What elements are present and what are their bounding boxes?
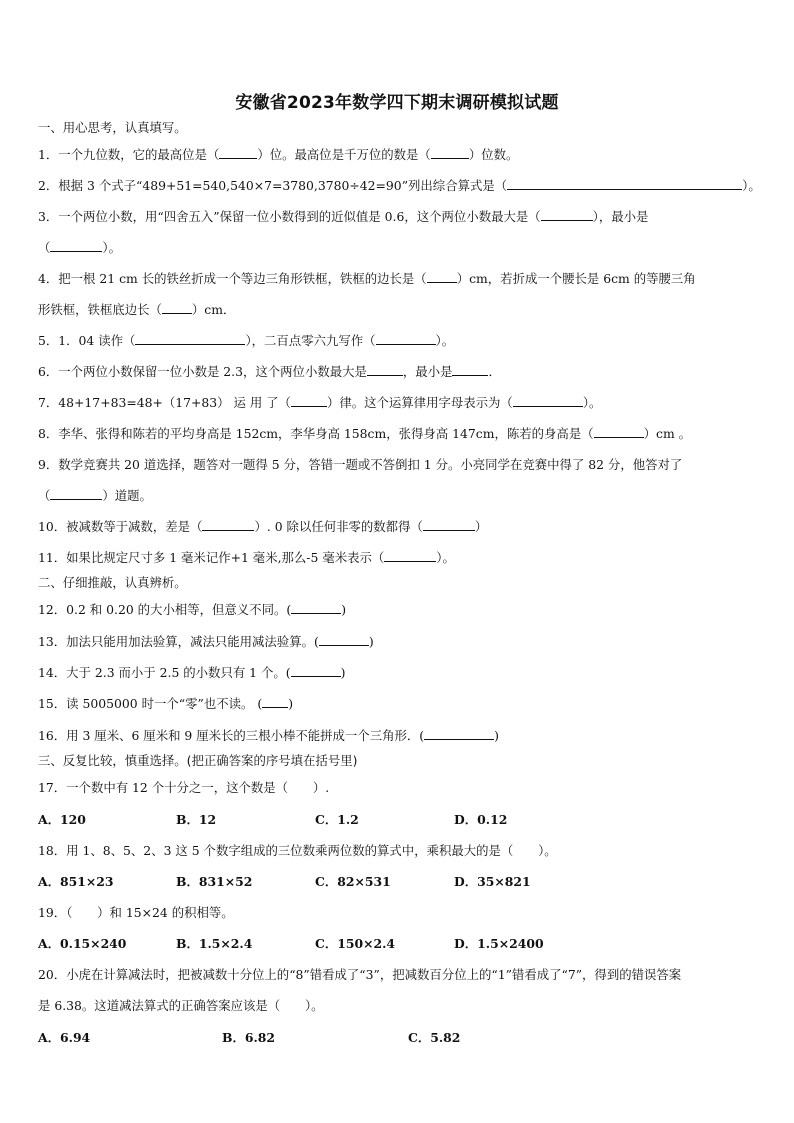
question-4: 4．把一根 21 cm 长的铁丝折成一个等边三角形铁框，铁框的边长是（ ）cm，若折成一个腰长是 6cm 的等腰三角 [38,271,696,286]
answer-blank[interactable] [319,634,369,646]
question-4-cont: 形铁框，铁框底边长（ ）cm． [38,302,236,317]
question-7: 7．48+17+83=48+（17+83） 运 用 了（ ）律。这个运算律用字母表示为（ ）。 [38,395,602,410]
question-8: 8．李华、张得和陈若的平均身高是 152cm，李华身高 158cm，张得身高 147cm，陈若的身高是（ ）cm 。 [38,426,692,441]
option-b[interactable]: B．831×52 [176,874,253,889]
question-3-cont: （ ）。 [38,240,121,255]
answer-blank[interactable] [424,728,494,740]
answer-blank[interactable] [452,364,488,376]
answer-blank[interactable] [541,209,593,221]
question-16: 16．用 3 厘米、6 厘米和 9 厘米长的三根小棒不能拼成一个三角形．( ) [38,728,499,743]
answer-blank[interactable] [202,519,254,531]
option-a[interactable]: A．6.94 [38,1030,91,1045]
answer-blank[interactable] [376,333,436,345]
question-15: 15．读 5005000 时一个“零”也不读。 ( ) [38,696,294,711]
question-1: 1．一个九位数，它的最高位是（ ）位。最高位是千万位的数是（ ）位数。 [38,147,519,162]
option-b[interactable]: B．1.5×2.4 [176,936,253,951]
answer-blank[interactable] [291,665,341,677]
question-17: 17．一个数中有 12 个十分之一，这个数是（ ）. [38,780,330,795]
answer-blank[interactable] [427,271,457,283]
question-13: 13．加法只能用加法验算，减法只能用减法验算。( ) [38,634,374,649]
section-2-heading: 二、仔细推敲，认真辨析。 [38,575,187,590]
question-3: 3．一个两位小数，用“四舍五入”保留一位小数得到的近似值是 0.6，这个两位小数最大是（ ），最小是 [38,209,649,224]
answer-blank[interactable] [50,240,102,252]
answer-blank[interactable] [367,364,403,376]
question-9-cont: （ ）道题。 [38,488,152,503]
question-12: 12．0.2 和 0.20 的大小相等，但意义不同。( ) [38,602,347,617]
answer-blank[interactable] [513,395,583,407]
question-9: 9．数学竞赛共 20 道选择，题答对一题得 5 分，答错一题或不答倒扣 1 分。小亮同学在竞赛中得了 82 分，他答对了 [38,457,683,472]
question-6: 6．一个两位小数保留一位小数是 2.3，这个两位小数最大是 ，最小是 ． [38,364,501,379]
option-b[interactable]: B．12 [176,812,217,827]
question-11: 11．如果比规定尺寸多 1 毫米记作+1 毫米,那么-5 毫米表示（ ）。 [38,550,455,565]
question-2: 2．根据 3 个式子“489+51=540,540×7=3780,3780÷42=90”列出综合算式是（ ）。 [38,178,761,193]
answer-blank[interactable] [594,426,644,438]
option-c[interactable]: C．150×2.4 [315,936,396,951]
answer-blank[interactable] [384,550,436,562]
option-b[interactable]: B．6.82 [222,1030,276,1045]
answer-blank[interactable] [50,488,102,500]
answer-blank[interactable] [431,147,469,159]
answer-blank[interactable] [135,333,245,345]
answer-blank[interactable] [262,696,288,708]
answer-blank[interactable] [162,302,192,314]
option-d[interactable]: D．0.12 [454,812,508,827]
question-20-cont: 是 6.38。这道减法算式的正确答案应该是（ ）。 [38,998,324,1013]
section-1-heading: 一、用心思考，认真填写。 [38,120,187,135]
option-a[interactable]: A．851×23 [38,874,114,889]
question-18: 18．用 1、8、5、2、3 这 5 个数字组成的三位数乘两位数的算式中，乘积最大的是（ ）。 [38,843,557,858]
answer-blank[interactable] [291,602,341,614]
option-c[interactable]: C．5.82 [408,1030,461,1045]
answer-blank[interactable] [507,178,742,190]
question-5: 5．1．04 读作（ ），二百点零六九写作（ ）。 [38,333,455,348]
option-a[interactable]: A．0.15×240 [38,936,127,951]
question-20: 20．小虎在计算减法时，把被减数十分位上的“8”错看成了“3”，把减数百分位上的“1”错看成了“7”，得到的错误答案 [38,967,682,982]
option-a[interactable]: A．120 [38,812,86,827]
option-c[interactable]: C．82×531 [315,874,391,889]
page-title: 安徽省2023年数学四下期末调研模拟试题 [235,93,559,113]
question-19: 19．（ ）和 15×24 的积相等。 [38,905,234,920]
option-d[interactable]: D．1.5×2400 [454,936,544,951]
answer-blank[interactable] [291,395,327,407]
option-c[interactable]: C．1.2 [315,812,359,827]
option-d[interactable]: D．35×821 [454,874,531,889]
section-3-heading: 三、反复比较，慎重选择。(把正确答案的序号填在括号里) [38,753,358,768]
question-14: 14．大于 2.3 而小于 2.5 的小数只有 1 个。( ) [38,665,346,680]
answer-blank[interactable] [219,147,257,159]
question-10: 10．被减数等于减数，差是（ ）. 0 除以任何非零的数都得（ ） [38,519,488,534]
answer-blank[interactable] [423,519,475,531]
